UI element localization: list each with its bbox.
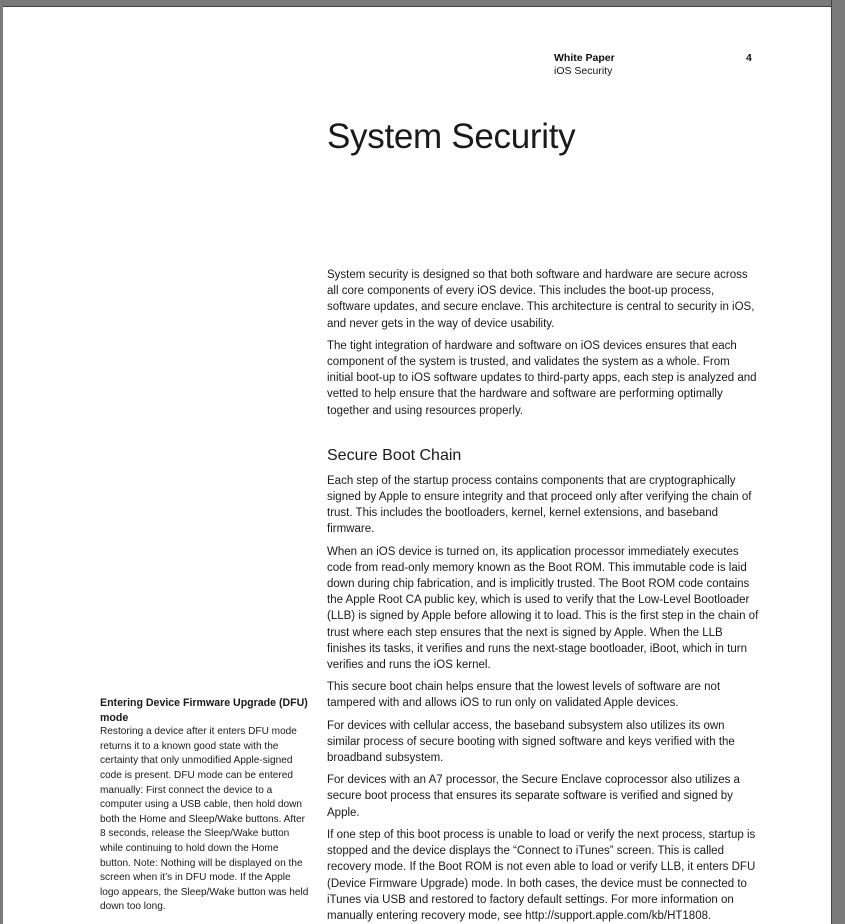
section-heading: Secure Boot Chain bbox=[327, 446, 462, 464]
section-paragraph: If one step of this boot process is unable to load or verify the next process, startup is stopped and the device displays the “Connect to iTunes” screen. This is called recovery mode. If the Boot ROM is not even able to load or verify LLB, it enters DFU (Device Firmware Upgrade) mode. In both cases, the device must be connected to iTunes via USB and restored to factory default settings. For more information on manually entering recovery mode, see http://support.apple.com/kb/HT1808. bbox=[327, 828, 756, 922]
intro-paragraph: System security is designed so that both software and hardware are secure across all core components of every iOS device. This includes the boot-up process, software updates, and secure enclave. This architecture is central to security in iOS, and never gets in the way of device usability. bbox=[327, 269, 755, 330]
section-paragraph: For devices with cellular access, the baseband subsystem also utilizes its own similar process of secure booting with signed software and keys verified with the broadband subsystem. bbox=[327, 719, 735, 765]
intro-paragraph: The tight integration of hardware and software on iOS devices ensures that each component of the system is trusted, and validates the system as a whole. From initial boot-up to iOS software updates to third-party apps, each step is analyzed and vetted to help ensure that the hardware and software are performing optimally together and using resources properly. bbox=[327, 339, 757, 417]
section-paragraph: For devices with an A7 processor, the Secure Enclave coprocessor also utilizes a secure boot process that ensures its separate software is verified and signed by Apple. bbox=[327, 774, 740, 819]
main-column bbox=[327, 267, 759, 924]
document-page bbox=[3, 7, 831, 924]
chapter-title: System Security bbox=[327, 117, 576, 156]
sidebar-body: Restoring a device after it enters DFU mode returns it to a known good state with the certainty that only unmodified Apple-signed code is present. DFU mode can be entered manually: First connect the device to a computer using a USB cable, then hold down both the Home and Sleep/Wake buttons. After 8 seconds, release the Sleep/Wake button while continuing to hold down the Home button. Note: Nothing will be displayed on the screen when it’s in DFU mode. If the Apple logo appears, the Sleep/Wake button was held down too long. bbox=[100, 726, 309, 913]
viewer-background-right bbox=[831, 0, 845, 924]
header-doc-title: iOS Security bbox=[554, 65, 613, 77]
viewer-background-top bbox=[0, 0, 831, 7]
header-doc-type: White Paper bbox=[554, 52, 615, 64]
section-paragraph: When an iOS device is turned on, its application processor immediately executes code from read-only memory known as the Boot ROM. This immutable code is laid down during chip fabrication, and is implicitly trusted. The Boot ROM code contains the Apple Root CA public key, which is used to verify that the Low-Level Bootloader (LLB) is signed by Apple before allowing it to load. This is the first step in the chain of trust where each step ensures that the next is signed by Apple. When the LLB finishes its tasks, it verifies and runs the next-stage bootloader, iBoot, which in turn verifies and runs the iOS kernel. bbox=[327, 545, 759, 672]
page-number: 4 bbox=[746, 52, 752, 64]
section-paragraph: Each step of the startup process contains components that are cryptographically signed by Apple to ensure integrity and that proceed only after verifying the chain of trust. This includes the bootloaders, kernel, kernel extensions, and baseband firmware. bbox=[327, 474, 752, 536]
sidebar-note bbox=[100, 696, 310, 915]
section-paragraph: This secure boot chain helps ensure that the lowest levels of software are not tampered with and allows iOS to run only on validated Apple devices. bbox=[327, 681, 721, 710]
running-header bbox=[554, 52, 615, 78]
sidebar-heading: Entering Device Firmware Upgrade (DFU) mode bbox=[100, 697, 308, 724]
